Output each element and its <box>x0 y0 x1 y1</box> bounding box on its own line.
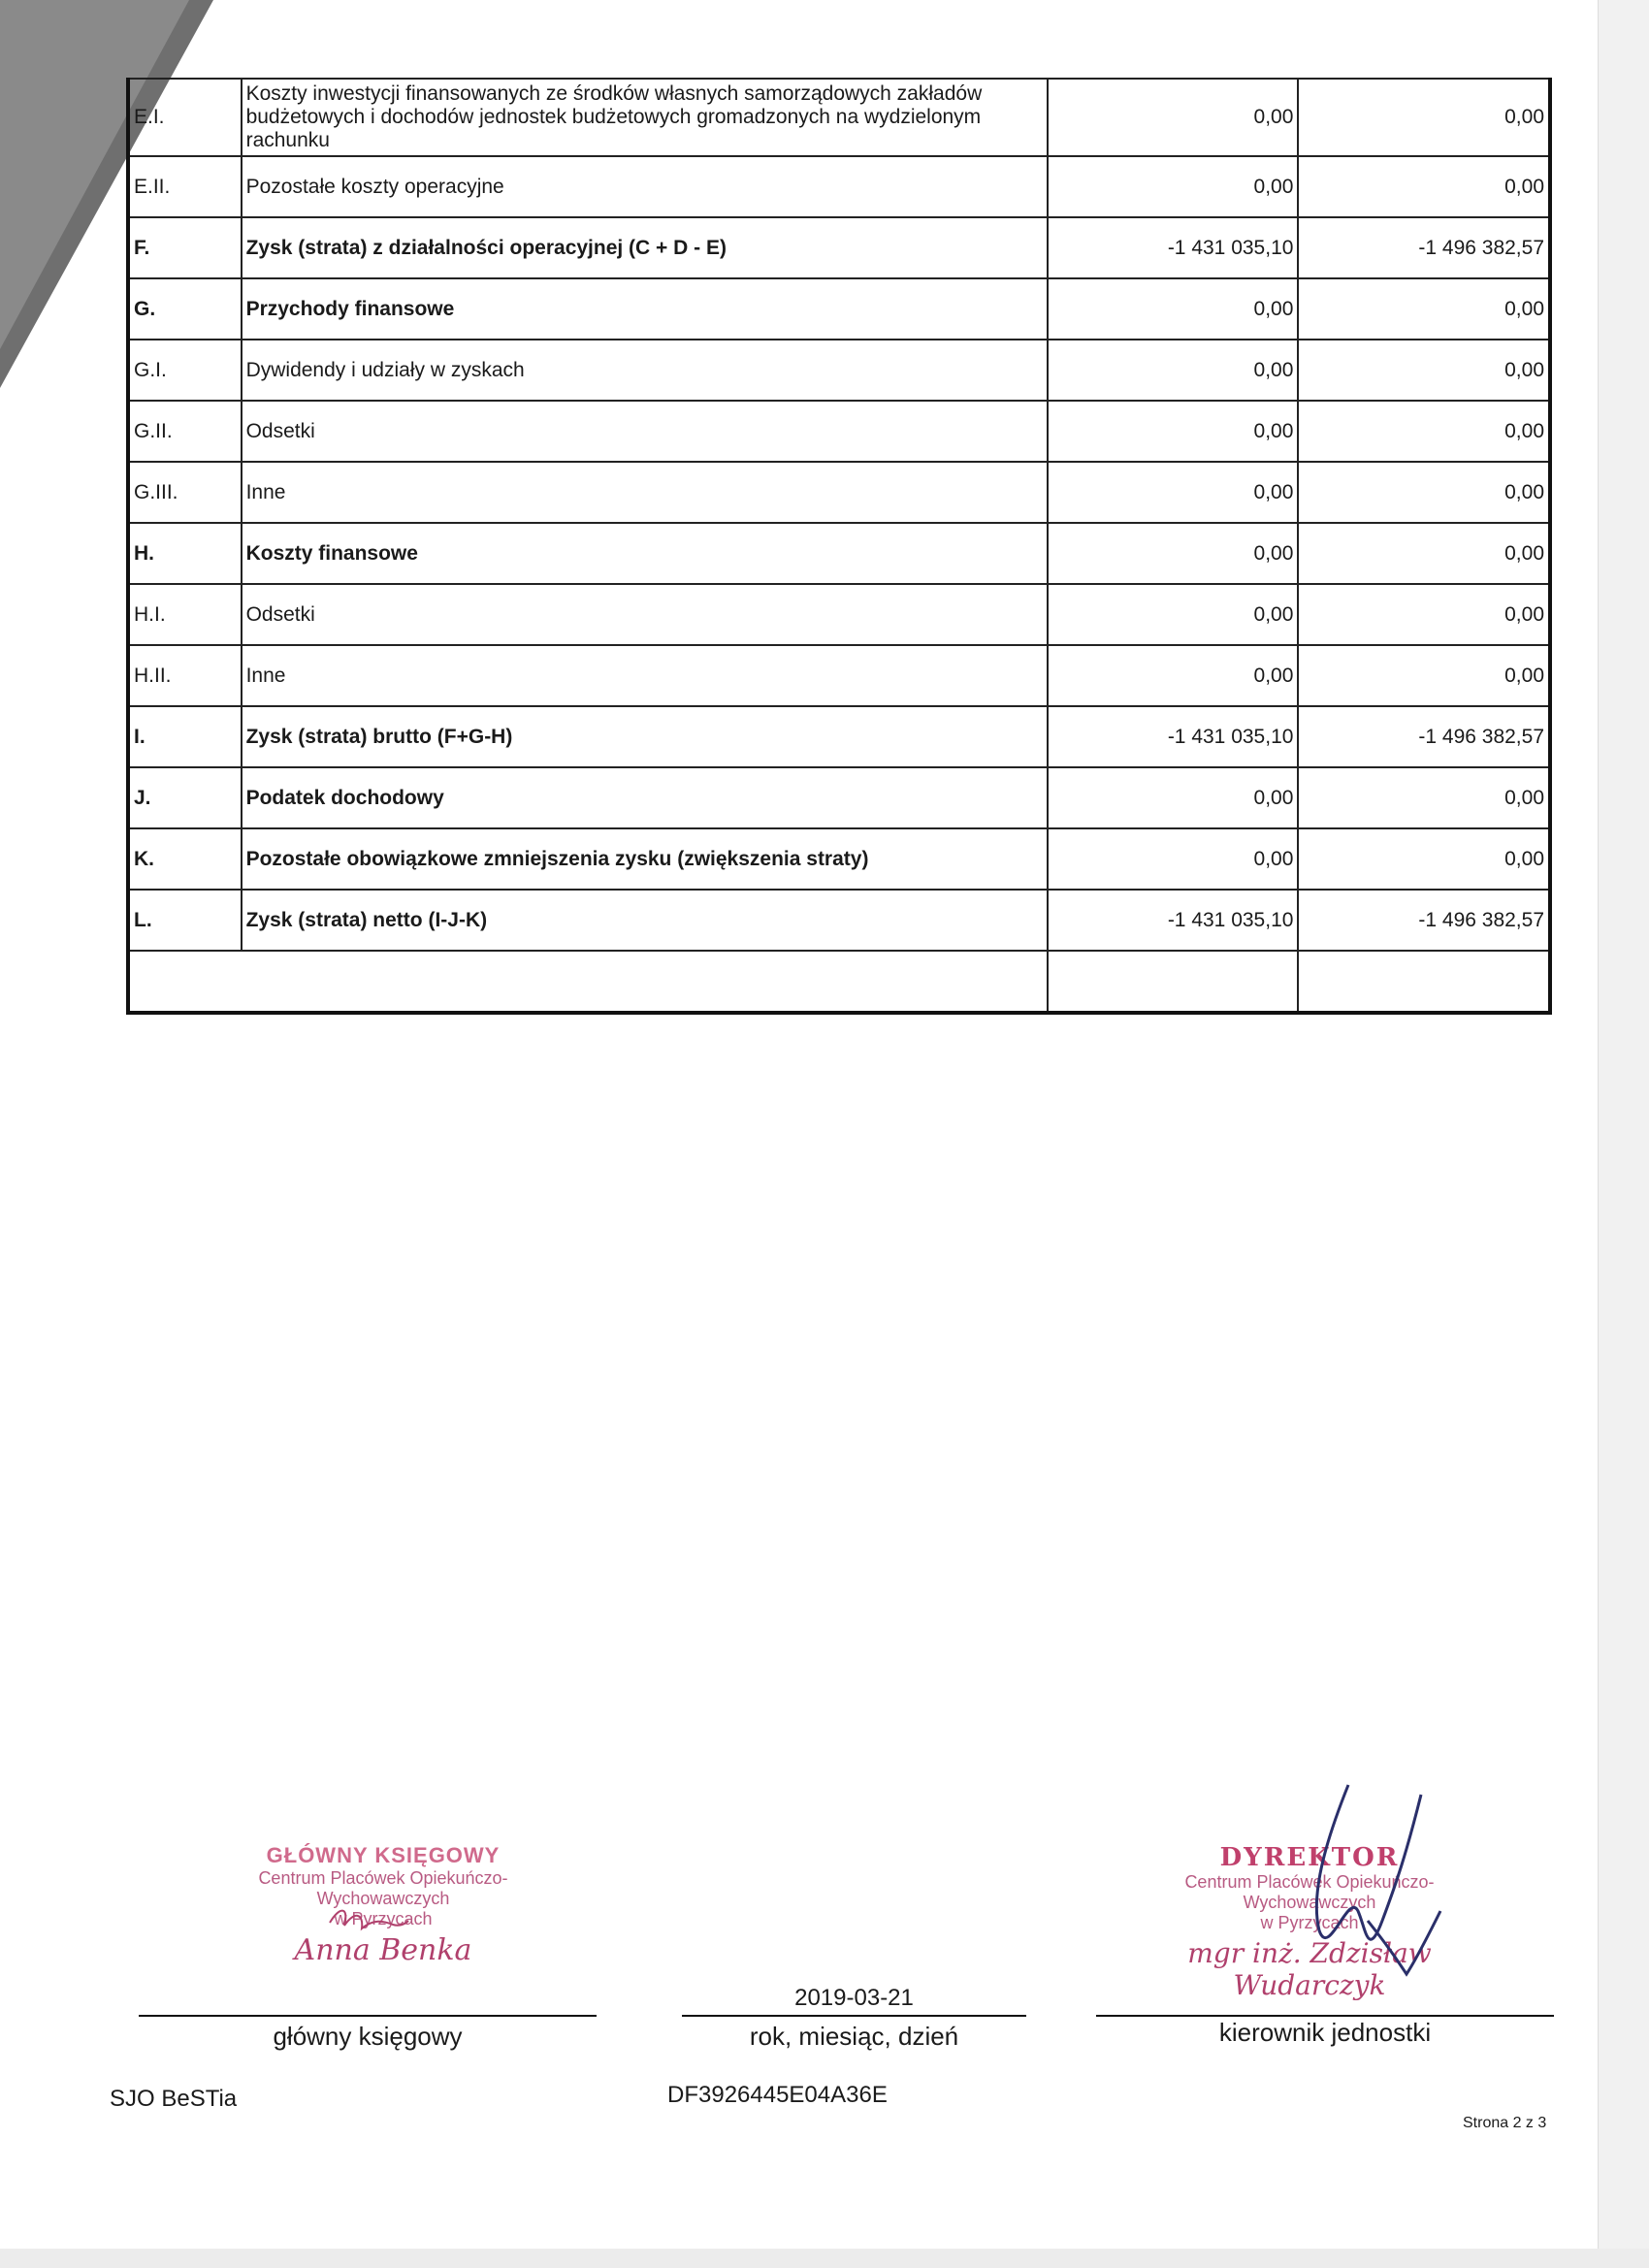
row-value-previous: -1 496 382,57 <box>1298 217 1550 278</box>
stamp-person-name: Anna Benka <box>294 1933 472 1967</box>
stamp-title: DYREKTOR <box>1219 1843 1400 1872</box>
scan-edge-right <box>1598 0 1649 2268</box>
row-code: L. <box>128 890 242 951</box>
row-value-current: 0,00 <box>1048 462 1299 523</box>
row-value-previous: 0,00 <box>1298 79 1550 156</box>
table-row <box>128 584 1550 645</box>
row-label: Dywidendy i udziały w zyskach <box>242 340 1048 401</box>
row-value-current: 0,00 <box>1048 767 1299 828</box>
row-value-current: 0,00 <box>1048 523 1299 584</box>
row-label: Zysk (strata) netto (I-J-K) <box>242 890 1048 951</box>
row-label: Odsetki <box>242 401 1048 462</box>
row-value-previous: 0,00 <box>1298 462 1550 523</box>
row-code: E.I. <box>128 79 242 156</box>
row-value-current: 0,00 <box>1048 584 1299 645</box>
row-code: G. <box>128 278 242 340</box>
stamp-city: w Pyrzycach <box>334 1909 433 1928</box>
row-value-previous: -1 496 382,57 <box>1298 890 1550 951</box>
row-label: Podatek dochodowy <box>242 767 1048 828</box>
row-value-previous: 0,00 <box>1298 278 1550 340</box>
row-code: I. <box>128 706 242 767</box>
financial-results-table <box>126 78 1552 1015</box>
row-value-previous: 0,00 <box>1298 645 1550 706</box>
row-value-previous: 0,00 <box>1298 828 1550 890</box>
stamp-person-name: mgr inż. Zdzisław Wudarczyk <box>1187 1937 1432 2001</box>
accountant-signature <box>325 1901 412 1940</box>
row-value-current: 0,00 <box>1048 156 1299 217</box>
table-row <box>128 278 1550 340</box>
table-row <box>128 767 1550 828</box>
row-code: G.I. <box>128 340 242 401</box>
row-code: F. <box>128 217 242 278</box>
row-value-current: 0,00 <box>1048 340 1299 401</box>
row-value-previous: -1 496 382,57 <box>1298 706 1550 767</box>
date-caption: rok, miesiąc, dzień <box>749 2022 959 2051</box>
row-value-current: 0,00 <box>1048 278 1299 340</box>
row-value-current: -1 431 035,10 <box>1048 890 1299 951</box>
row-label: Zysk (strata) brutto (F+G-H) <box>242 706 1048 767</box>
scan-edge-bottom <box>0 2249 1649 2268</box>
accountant-caption: główny księgowy <box>273 2022 463 2051</box>
row-label: Pozostałe obowiązkowe zmniejszenia zysku (zwiększenia straty) <box>242 828 1048 890</box>
director-signature <box>1251 1775 1465 1998</box>
row-label: Inne <box>242 462 1048 523</box>
row-code: K. <box>128 828 242 890</box>
page-number: Strona 2 z 3 <box>1463 2115 1547 2131</box>
row-value-previous: 0,00 <box>1298 767 1550 828</box>
row-value-current: 0,00 <box>1048 79 1299 156</box>
row-value-current: -1 431 035,10 <box>1048 706 1299 767</box>
stamp-title: GŁÓWNY KSIĘGOWY <box>266 1843 501 1867</box>
empty-cell <box>128 951 1048 1013</box>
stamp-city: w Pyrzycach <box>1260 1913 1359 1932</box>
table-row <box>128 523 1550 584</box>
row-code: G.II. <box>128 401 242 462</box>
table-row <box>128 217 1550 278</box>
row-code: E.II. <box>128 156 242 217</box>
row-label: Pozostałe koszty operacyjne <box>242 156 1048 217</box>
empty-cell <box>1298 951 1550 1013</box>
table-row-empty <box>128 951 1550 1013</box>
date-line <box>682 2015 1026 2017</box>
table-row <box>128 401 1550 462</box>
row-value-previous: 0,00 <box>1298 156 1550 217</box>
table-row <box>128 890 1550 951</box>
row-code: H.II. <box>128 645 242 706</box>
row-label: Odsetki <box>242 584 1048 645</box>
row-value-current: 0,00 <box>1048 645 1299 706</box>
row-code: H.I. <box>128 584 242 645</box>
table-row <box>128 706 1550 767</box>
row-value-current: 0,00 <box>1048 828 1299 890</box>
document-id: DF3926445E04A36E <box>667 2082 888 2108</box>
row-value-previous: 0,00 <box>1298 584 1550 645</box>
table-row <box>128 645 1550 706</box>
row-label: Zysk (strata) z działalności operacyjnej (C + D - E) <box>242 217 1048 278</box>
row-code: J. <box>128 767 242 828</box>
row-value-current: -1 431 035,10 <box>1048 217 1299 278</box>
row-code: G.III. <box>128 462 242 523</box>
row-label: Koszty finansowe <box>242 523 1048 584</box>
row-label: Przychody finansowe <box>242 278 1048 340</box>
manager-caption: kierownik jednostki <box>1218 2018 1432 2047</box>
manager-signature-line <box>1096 2015 1554 2017</box>
accountant-signature-line <box>139 2015 597 2017</box>
empty-cell <box>1048 951 1299 1013</box>
signing-date: 2019-03-21 <box>794 1985 914 2011</box>
row-label: Inne <box>242 645 1048 706</box>
table-row <box>128 462 1550 523</box>
row-label: Koszty inwestycji finansowanych ze środków własnych samorządowych zakładów budżetowych i dochodów jednostek budżetowych gromadzonych na wydzielonym rachunku <box>242 79 1048 156</box>
row-value-current: 0,00 <box>1048 401 1299 462</box>
row-value-previous: 0,00 <box>1298 401 1550 462</box>
table-row <box>128 156 1550 217</box>
row-code: H. <box>128 523 242 584</box>
system-name: SJO BeSTia <box>110 2086 238 2112</box>
table-row <box>128 340 1550 401</box>
stamp-institution: Centrum Placówek Opiekuńczo-Wychowawczych <box>1184 1872 1435 1912</box>
row-value-previous: 0,00 <box>1298 340 1550 401</box>
row-value-previous: 0,00 <box>1298 523 1550 584</box>
stamp-institution: Centrum Placówek Opiekuńczo-Wychowawczych <box>258 1868 508 1908</box>
table-row <box>128 79 1550 156</box>
table-row <box>128 828 1550 890</box>
